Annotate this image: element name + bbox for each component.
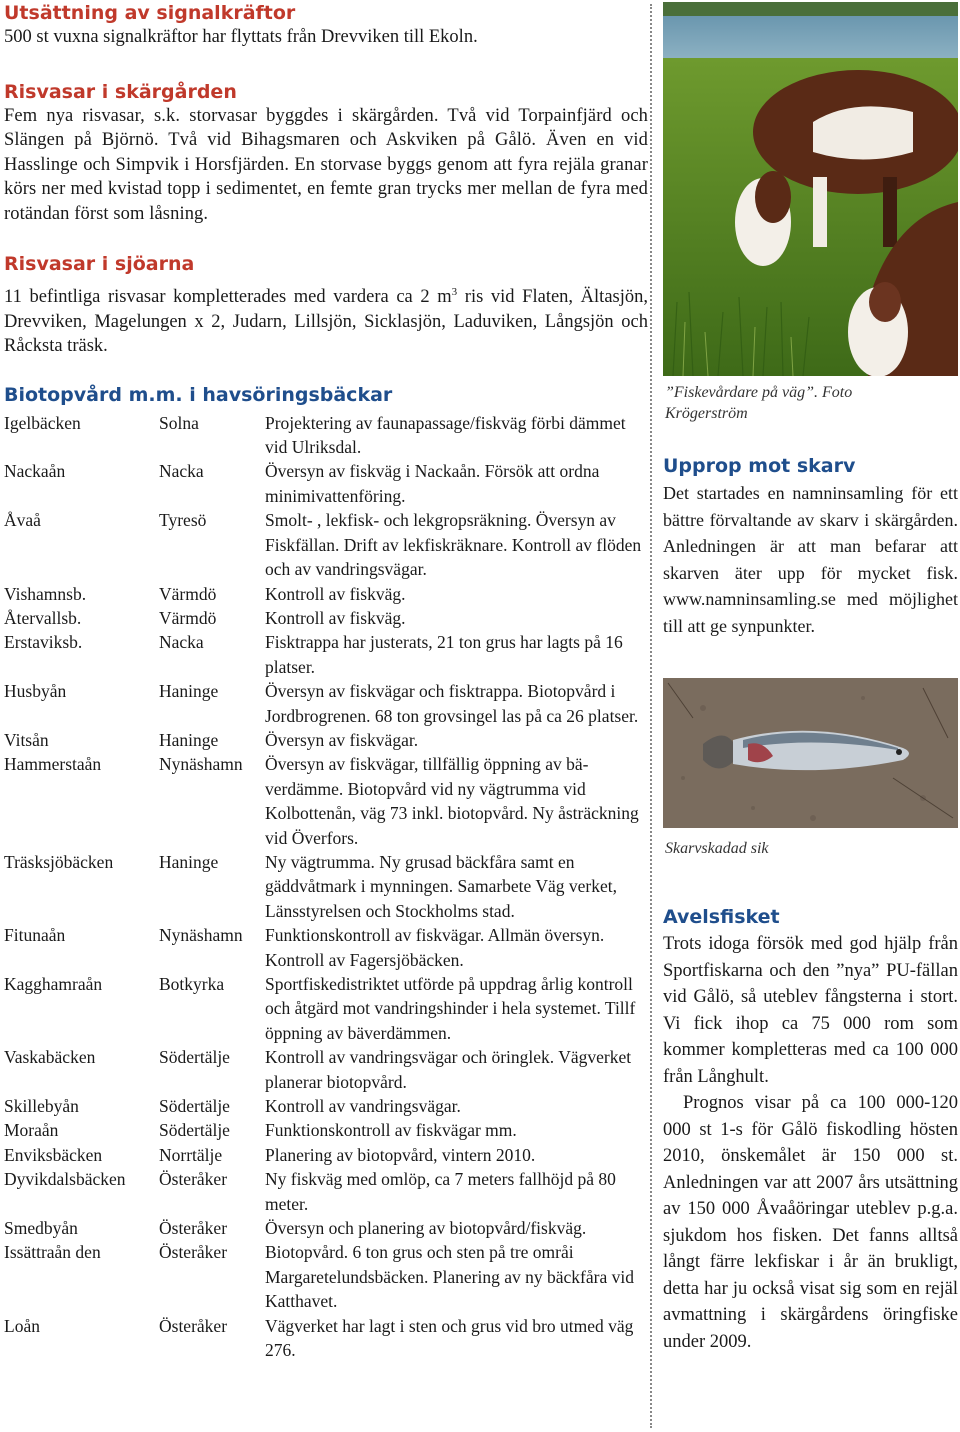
biotop-description: Planering av biotopvård, vintern 2010. xyxy=(265,1144,536,1165)
heading-biotopvard: Biotopvård m.m. i havsöringsbäckar xyxy=(4,383,393,406)
biotop-row xyxy=(4,1045,648,1094)
biotop-row xyxy=(4,850,648,923)
biotop-place: Vitsån xyxy=(4,729,49,750)
biotop-place: Åvaå xyxy=(4,510,41,531)
biotop-row xyxy=(4,1118,648,1142)
biotop-municipality: Södertälje xyxy=(159,1120,230,1141)
text-risvasar-sjoarna-b: ris vid Flaten, Ältasjön, Drevviken, Magelungen x 2, Judarn, Lillsjön, Sicklasjön, Laduviken, Långsjön och Råcksta träsk. xyxy=(4,287,648,357)
cows-grazing-photo xyxy=(663,2,958,376)
biotop-description: Ny fiskväg med omlöp, ca 7 meters fallhöjd på 80 meter. xyxy=(265,1169,616,1214)
biotop-place: Smedbyån xyxy=(4,1218,78,1239)
biotop-description: Vägverket har lagt i sten och grus vid bro utmed väg 276. xyxy=(265,1315,634,1361)
biotop-row xyxy=(4,728,648,752)
biotop-municipality: Österåker xyxy=(159,1218,228,1239)
biotop-description: Översyn av fiskvägar, tillfällig öppning av bäverdämme. Biotopvård vid ny vägtrumma vid Kolbottenån, väg 73 inkl. biotopvård. Ny åsträckning vid Överfors. xyxy=(265,754,639,848)
biotop-municipality: Botkyrka xyxy=(159,974,225,994)
biotop-row xyxy=(4,630,648,679)
biotop-row xyxy=(4,752,648,850)
biotop-place: Husbyån xyxy=(4,681,67,702)
text-signalkraftor: 500 st vuxna signalkräftor har flyttats från Drevviken till Ekoln. xyxy=(4,27,478,47)
biotop-place: Kagghamraån xyxy=(4,974,103,994)
biotop-row xyxy=(4,1167,648,1216)
right-column-upper xyxy=(663,454,958,639)
biotop-row xyxy=(4,1094,648,1118)
heading-risvasar-skargarden: Risvasar i skärgården xyxy=(4,80,237,103)
biotop-row xyxy=(4,1314,648,1363)
text-risvasar-sjoarna xyxy=(4,280,648,359)
biotop-place: Loån xyxy=(4,1315,40,1336)
biotop-municipality: Österåker xyxy=(159,1169,228,1190)
biotop-row xyxy=(4,459,648,508)
caption-skarvskadad: Skarvskadad sik xyxy=(665,840,769,857)
biotop-place: Igelbäcken xyxy=(4,412,81,433)
biotop-row xyxy=(4,679,648,728)
biotop-description: Kontroll av fiskväg. xyxy=(265,583,406,604)
biotop-municipality: Haninge xyxy=(159,729,219,750)
biotop-place: Hammerstaån xyxy=(4,754,102,775)
heading-signalkraftor: Utsättning av signalkräftor xyxy=(4,2,296,24)
heading-risvasar-sjoarna: Risvasar i sjöarna xyxy=(4,253,195,275)
biotop-municipality: Värmdö xyxy=(159,583,217,604)
biotop-municipality: Tyresö xyxy=(159,510,207,531)
biotop-place: Fitunaån xyxy=(4,925,66,946)
biotop-description: Översyn av fiskväg i Nackaån. Försök att ordna minimivattenföring. xyxy=(265,461,600,506)
text-avelsfisket-1: Trots idoga försök med god hjälp från Sportfiskarna och den ”nya” PU-fällan vid Gålö, så uteblev fångsterna i stort. Vi fick ihop ca 75 000 rom som kommer kompletteras med ca 100 000 från Långhult. xyxy=(663,934,958,1087)
biotop-place: Issättraån den xyxy=(4,1242,101,1263)
biotop-place: Moraån xyxy=(4,1120,59,1141)
text-avelsfisket-2: Prognos visar på ca 100 000-120 000 st 1-s för Gålö fiskodling hösten 2010, önskemålet är 150 000 st. Anledningen var att 2007 års utsättning av 150 000 Åvaåöringar uteblev p.g.a. sjukdom hos fisken. Det fanns alltså långt färre lekfiskar i år än brukligt, detta har ju också visat sig som en rejäl avmattning i skärgårdens öringfiske under 2009. xyxy=(663,1093,958,1352)
biotop-municipality: Haninge xyxy=(159,851,219,872)
biotop-row xyxy=(4,923,648,972)
biotop-place: Dyvikdalsbäcken xyxy=(4,1169,126,1190)
caption-cows: ”Fiskevårdare på väg”. Foto Krögerström xyxy=(665,384,853,422)
biotop-place: Erstaviksb. xyxy=(4,632,83,653)
biotop-municipality: Värmdö xyxy=(159,607,217,628)
biotop-place: Återvallsb. xyxy=(4,607,82,628)
biotop-description: Ny vägtrumma. Ny grusad bäckfåra samt en gäddvåtmark i mynningen. Samarbete Väg verket, Länsstyrelsen och Stockholms stad. xyxy=(265,851,617,921)
biotop-place: Skillebyån xyxy=(4,1096,79,1117)
biotop-municipality: Nacka xyxy=(159,461,204,482)
biotop-place: Vishamnsb. xyxy=(4,583,87,604)
text-upprop-skarv: Det startades en namninsamling för ett bättre förvaltande av skarv i skärgården. Anledningen är att man befarar att skarven äter upp för mycket fisk. www.namninsamling.se med möjlighet till att ge synpunkter. xyxy=(663,483,958,636)
biotop-municipality: Nacka xyxy=(159,632,204,653)
biotop-description: Funktionskontroll av fiskvägar mm. xyxy=(265,1120,517,1141)
biotop-description: Sportfiskedistriktet utförde på uppdrag årlig kontroll och åtgärd mot vandringshinder i hela systemet. Tillf öppning av bäverdämmen. xyxy=(265,974,636,1043)
biotop-row xyxy=(4,582,648,606)
biotop-municipality: Södertälje xyxy=(159,1096,230,1117)
biotop-description: Projektering av faunapassage/fiskväg förbi dämmet vid Ulriksdal. xyxy=(265,412,626,458)
heading-upprop-skarv: Upprop mot skarv xyxy=(663,455,856,477)
biotop-municipality: Haninge xyxy=(159,681,219,702)
biotop-row xyxy=(4,1216,648,1240)
biotop-row xyxy=(4,508,648,581)
biotop-description: Kontroll av vandringsvägar. xyxy=(265,1096,461,1117)
superscript-cubed: 3 xyxy=(451,286,458,298)
biotop-municipality: Nynäshamn xyxy=(159,754,243,775)
biotop-place: Träsksjöbäcken xyxy=(4,851,114,872)
biotop-description: Kontroll av fiskväg. xyxy=(265,607,406,628)
biotop-description: Översyn och planering av biotopvård/fiskväg. xyxy=(265,1218,587,1239)
biotop-description: Kontroll av vandringsvägar och öringlek. Vägverket planerar biotopvård. xyxy=(265,1047,632,1092)
biotop-description: Smolt- , lekfisk- och lekgropsräkning. Översyn av Fiskfällan. Drift av lekfiskräknare. Kontroll av flöden och av vandringsvägar. xyxy=(265,510,642,580)
text-risvasar-sjoarna-a: 11 befintliga risvasar kompletterades med vardera ca 2 m xyxy=(4,287,452,308)
biotop-row xyxy=(4,606,648,630)
left-column xyxy=(4,0,648,1363)
biotop-municipality: Nynäshamn xyxy=(159,925,243,946)
biotop-municipality: Solna xyxy=(159,412,199,433)
biotop-municipality: Norrtälje xyxy=(159,1144,223,1165)
biotop-municipality: Södertälje xyxy=(159,1047,230,1068)
biotop-row xyxy=(4,1143,648,1167)
biotop-description: Biotopvård. 6 ton grus och sten på tre områi Margaretelundsbäcken. Planering av ny bäckfåra vid Katthavet. xyxy=(265,1242,634,1312)
heading-avelsfisket: Avelsfisket xyxy=(663,906,780,928)
text-risvasar-skargarden: Fem nya risvasar, s.k. storvasar byggdes i skärgården. Två vid Torpainfjärd och Slängen på Björnö. Två vid Bihagsmaren och Askviken på Gålö. Även en vid Hasslinge och Simpvik i Horsfjärden. En storvase byggs genom att fyra rejäla granar körs ner med kvistad topp i sedimentet, en femte gran trycks mer mellan de fyra med rotändan först som låsning. xyxy=(4,105,648,224)
biotop-description: Fisktrappa har justerats, 21 ton grus har lagts på 16 platser. xyxy=(265,632,623,677)
column-divider xyxy=(650,4,652,1428)
skarv-damaged-whitefish-photo xyxy=(663,678,958,828)
biotop-municipality: Österåker xyxy=(159,1242,228,1263)
biotop-place: Vaskabäcken xyxy=(4,1047,96,1068)
right-column-lower xyxy=(663,905,958,1355)
biotop-municipality: Österåker xyxy=(159,1315,228,1336)
biotop-description: Översyn av fiskvägar och fisktrappa. Biotopvård i Jordbrogrenen. 68 ton grovsingel las på ca 26 platser. xyxy=(265,681,639,726)
biotop-row xyxy=(4,1240,648,1313)
biotop-place: Nackaån xyxy=(4,461,66,482)
biotop-description: Funktionskontroll av fiskvägar. Allmän översyn. Kontroll av Fagersjöbäcken. xyxy=(265,925,605,970)
biotop-table xyxy=(4,411,648,1363)
biotop-description: Översyn av fiskvägar. xyxy=(265,729,419,750)
biotop-row xyxy=(4,411,648,460)
biotop-place: Enviksbäcken xyxy=(4,1144,103,1165)
biotop-row xyxy=(4,972,648,1045)
